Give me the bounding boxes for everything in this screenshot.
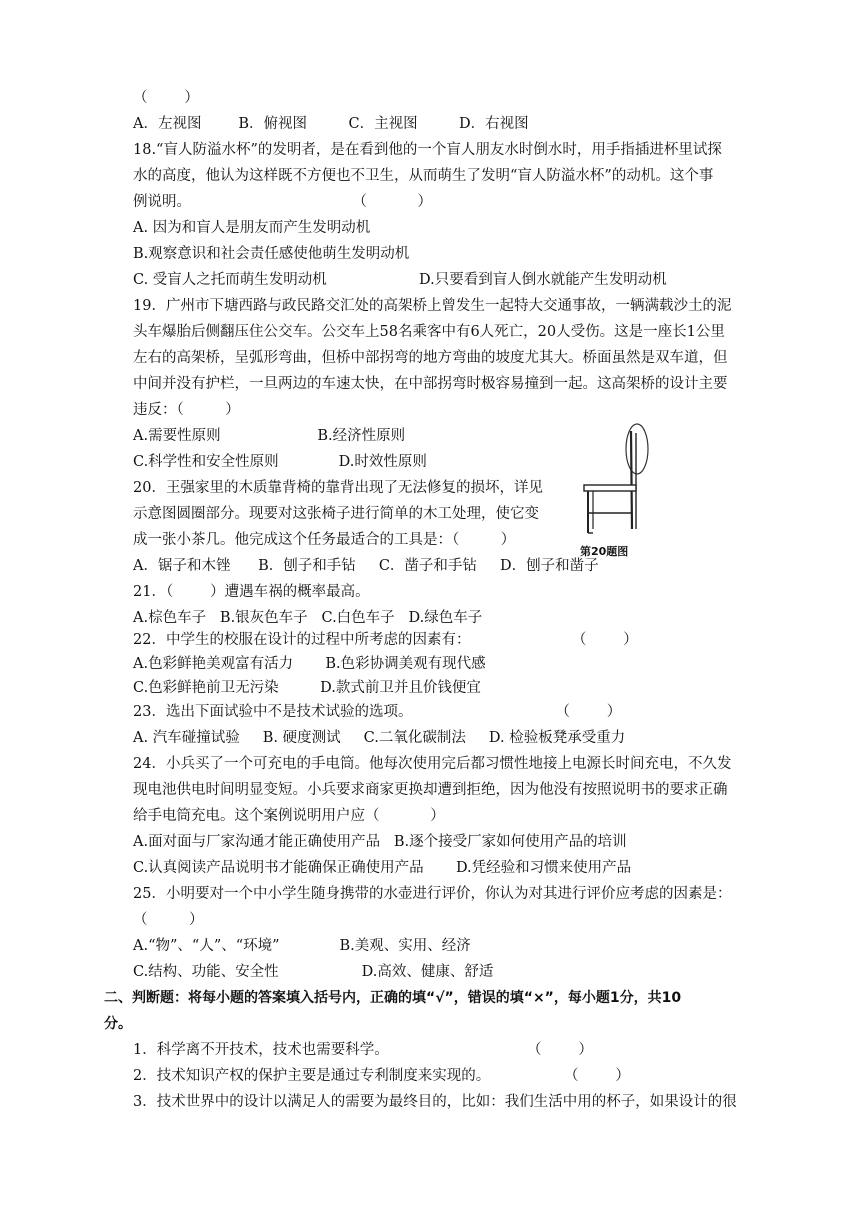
- q17-answer-blank: （ ）: [133, 90, 199, 106]
- judge-q3-line-1: 3．技术世界中的设计以满足人的需要为最终目的，比如：我们生活中用的杯子，如果设计的很: [133, 1094, 737, 1110]
- chair-backrest-post: [631, 431, 632, 529]
- q21-options: A.棕色车子 B.银灰色车子 C.白色车子 D.绿色车子: [133, 610, 483, 626]
- q19-text-line-2: 头车爆胎后侧翻压住公交车。公交车上58名乘客中有6人死亡，20人受伤。这是一座长1公里: [133, 324, 725, 340]
- q22-options-ab: A.色彩鲜艳美观富有活力 B.色彩协调美观有现代感: [133, 656, 486, 672]
- q20-text-line-1: 20．王强家里的木质靠背椅的靠背出现了无法修复的损坏，详见: [133, 480, 543, 496]
- q18-option-a: A. 因为和盲人是朋友而产生发明动机: [133, 220, 371, 236]
- q19-text-line-4: 中间并没有护栏，一旦两边的车速太快，在中部拐弯时极容易撞到一起。这高架桥的设计主要: [133, 376, 728, 392]
- q25-options-ab: A.“物”、“人”、“环境” B.美观、实用、经济: [133, 938, 471, 954]
- q25-answer-blank: （ ）: [133, 912, 204, 928]
- q18-text-line-2: 水的高度，他认为这样既不方便也不卫生，从而萌生了发明“盲人防溢水杯”的动机。这个事: [133, 168, 714, 184]
- q24-text-line-2: 现电池供电时间明显变短。小兵要求商家更换却遭到拒绝，因为他没有按照说明书的要求正确: [133, 782, 728, 798]
- chair-figure: [580, 421, 650, 543]
- q19-text-line-3: 左右的高架桥，呈弧形弯曲，但桥中部拐弯的地方弯曲的坡度尤其大。桥面虽然是双车道，但: [133, 350, 728, 366]
- q24-text-line-1: 24．小兵买了一个可充电的手电筒。他每次使用完后都习惯性地接上电源长时间充电，不久发: [133, 756, 732, 772]
- q25-options-cd: C.结构、功能、安全性 D.高效、健康、舒适: [133, 964, 494, 980]
- q24-options-ab: A.面对面与厂家沟通才能正确使用产品 B.逐个接受厂家如何使用产品的培训: [133, 834, 627, 850]
- q22-text: 22．中学生的校服在设计的过程中所考虑的因素有： （ ）: [133, 632, 638, 648]
- section-2-heading-line-1: 二、判断题：将每小题的答案填入括号内，正确的填“√”，错误的填“×”，每小题1分，共10: [104, 990, 682, 1006]
- q23-options: A. 汽车碰撞试验 B. 硬度测试 C.二氧化碳制法 D. 检验板凳承受重力: [133, 730, 626, 746]
- q18-text-line-3: 例说明。 （ ）: [133, 194, 433, 210]
- q22-options-cd: C.色彩鲜艳前卫无污染 D.款式前卫并且价钱便宜: [133, 680, 481, 696]
- q23-text: 23．选出下面试验中不是技术试验的选项。 （ ）: [133, 704, 622, 720]
- q20-options: A．锯子和木锉 B．刨子和手钻 C．凿子和手钻 D．刨子和凿子: [133, 558, 599, 574]
- q19-text-line-5: 违反：（ ）: [133, 402, 240, 418]
- judge-q1: 1．科学离不开技术，技术也需要科学。 （ ）: [133, 1042, 593, 1058]
- section-2-heading-line-2: 分。: [104, 1016, 132, 1032]
- q20-text-line-3: 成一张小茶几。他完成这个任务最适合的工具是：（ ）: [133, 532, 516, 548]
- q24-options-cd: C.认真阅读产品说明书才能确保正确使用产品 D.凭经验和习惯来使用产品: [133, 860, 632, 876]
- q18-option-b: B.观察意识和社会责任感使他萌生发明动机: [133, 246, 410, 262]
- q17-options: A．左视图 B．俯视图 C．主视图 D．右视图: [133, 116, 529, 132]
- q18-options-cd: C. 受盲人之托而萌生发明动机 D.只要看到盲人倒水就能产生发明动机: [133, 272, 667, 288]
- q24-text-line-3: 给手电筒充电。这个案例说明用户应（ ）: [133, 808, 445, 824]
- q20-text-line-2: 示意图圆圈部分。现要对这张椅子进行简单的木工处理，使它变: [133, 506, 539, 522]
- q19-options-cd: C.科学性和安全性原则 D.时效性原则: [133, 454, 427, 470]
- q19-text-line-1: 19．广州市下塘西路与政民路交汇处的高架桥上曾发生一起特大交通事故，一辆满载沙土的泥: [133, 298, 732, 314]
- q18-text-line-1: 18.“盲人防溢水杯”的发明者，是在看到他的一个盲人朋友水时倒水时，用手指插进杯里试探: [133, 142, 722, 158]
- q19-options-ab: A.需要性原则 B.经济性原则: [133, 428, 406, 444]
- q21-text: 21．（ ）遭遇车祸的概率最高。: [133, 584, 370, 600]
- figure-caption: 第20题图: [580, 545, 629, 558]
- q25-text-line-1: 25．小明要对一个中小学生随身携带的水壶进行评价，你认为对其进行评价应考虑的因素是：: [133, 886, 732, 902]
- chair-seat: [584, 485, 636, 491]
- damage-circle: [626, 424, 648, 474]
- judge-q2: 2．技术知识产权的保护主要是通过专利制度来实现的。 （ ）: [133, 1068, 630, 1084]
